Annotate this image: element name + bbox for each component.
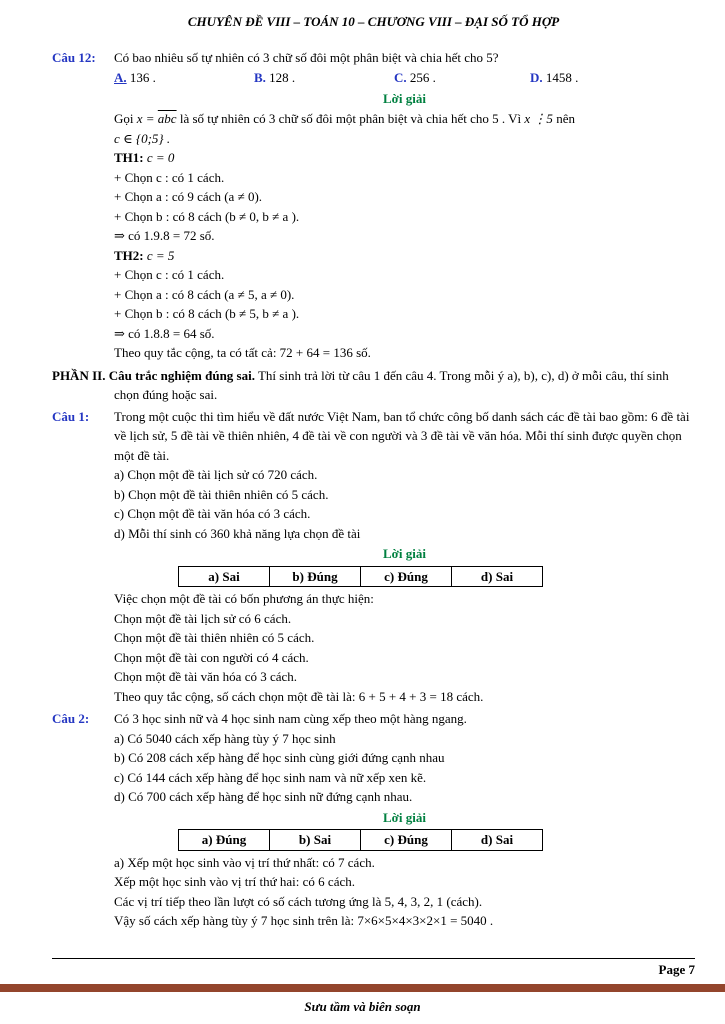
question-2-solution-line-4: Vậy số cách xếp hàng tùy ý 7 học sinh trên là: 7×6×5×4×3×2×1 = 5040 . (114, 913, 494, 928)
question-12-body (114, 48, 695, 363)
option-b-value: 128 . (269, 70, 296, 85)
question-2-body (114, 709, 695, 931)
q12-intro-mid: là số tự nhiên có 3 chữ số đôi một phân biệt và chia hết cho 5 . Vì (179, 111, 522, 126)
option-d (530, 68, 695, 88)
question-2-answer-d: d) Sai (452, 830, 543, 851)
q12-th1-result-line: ⇒ có 1.9.8 = 72 số. (114, 228, 215, 243)
loi-giai-heading-q2: Lời giải (383, 809, 426, 825)
question-2-answer-table (178, 829, 543, 851)
question-1-answer-d: d) Sai (452, 566, 543, 587)
q12-th1-line-3: + Chọn b : có 8 cách (b ≠ 0, b ≠ a ). (114, 208, 300, 224)
question-1-statement-a: a) Chọn một đề tài lịch sử có 720 cách. (114, 467, 318, 482)
option-b (254, 68, 394, 88)
q12-th2-line-2: + Chọn a : có 8 cách (a ≠ 5, a ≠ 0). (114, 286, 295, 302)
question-2-solution-line-2: Xếp một học sinh vào vị trí thứ hai: có 6 cách. (114, 874, 355, 889)
option-d-letter: D. (530, 70, 543, 85)
q12-th1-label: TH1: (114, 150, 144, 165)
document-header (52, 12, 695, 32)
q12-th1-value: c = 0 (146, 150, 175, 165)
q12-th2-value: c = 5 (146, 247, 175, 263)
question-1-solution-line-3: Chọn một đề tài thiên nhiên có 5 cách. (114, 630, 315, 645)
q12-intro-pre: Gọi (114, 111, 134, 126)
q12-intro-post: nên (556, 111, 575, 126)
question-2-answer-row (179, 830, 543, 851)
question-1-solution-line-4: Chọn một đề tài con người có 4 cách. (114, 649, 309, 665)
q12-th2-heading (114, 246, 695, 266)
question-2-answer-b: b) Sai (270, 830, 361, 851)
page-number: Page 7 (658, 962, 695, 977)
question-2-statement-b: b) Có 208 cách xếp hàng để học sinh cùng giới đứng cạnh nhau (114, 750, 445, 765)
option-c (394, 68, 530, 88)
question-1-answer-b: b) Đúng (270, 566, 361, 587)
question-2-answer-a: a) Đúng (179, 830, 270, 851)
q12-th2-line-3: + Chọn b : có 8 cách (b ≠ 5, b ≠ a ). (114, 306, 300, 321)
question-2 (52, 709, 695, 931)
page-footer (0, 958, 725, 1016)
question-2-solution-line-1: a) Xếp một học sinh vào vị trí thứ nhất: có 7 cách. (114, 854, 375, 870)
option-a (114, 68, 254, 88)
option-c-letter: C. (394, 70, 407, 85)
q12-th2-label: TH2: (114, 247, 144, 263)
question-1-statement-b: b) Chọn một đề tài thiên nhiên có 5 cách. (114, 486, 329, 502)
footer-rule (52, 958, 695, 980)
question-1-solution-line-1: Việc chọn một đề tài có bốn phương án thực hiện: (114, 591, 374, 606)
question-2-answer-c: c) Đúng (361, 830, 452, 851)
question-12 (52, 48, 695, 363)
question-2-statement-c: c) Có 144 cách xếp hàng để học sinh nam và nữ xếp xen kẽ. (114, 769, 427, 785)
question-1 (52, 407, 695, 707)
question-1-solution-line-6: Theo quy tắc cộng, số cách chọn một đề tài là: 6 + 5 + 4 + 3 = 18 cách. (114, 688, 484, 704)
option-a-letter: A. (114, 70, 127, 85)
q12-conclusion-line: Theo quy tắc cộng, ta có tất cả: 72 + 64 = 136 số. (114, 345, 371, 360)
footer-note: Sưu tầm và biên soạn (304, 998, 421, 1014)
option-d-value: 1458 . (545, 70, 579, 85)
question-2-solution-line-3: Các vị trí tiếp theo lần lượt có số cách tương ứng là 5, 4, 3, 2, 1 (cách). (114, 893, 483, 909)
footer-accent-bar (0, 984, 725, 992)
document-title: CHUYÊN ĐỀ VIII – TOÁN 10 – CHƯƠNG VIII – ĐẠI SỐ TỔ HỢP (187, 14, 560, 29)
question-12-text: Có bao nhiêu số tự nhiên có 3 chữ số đôi một phân biệt và chia hết cho 5? (114, 49, 499, 65)
phan2-heading (52, 366, 695, 405)
q12-th1-line-2: + Chọn a : có 9 cách (a ≠ 0). (114, 189, 263, 204)
question-1-label: Câu 1: (52, 408, 90, 424)
q12-intro-x-divisible-by-5: x ⋮5 (524, 111, 553, 126)
question-2-statement-d: d) Có 700 cách xếp hàng để học sinh nữ đứng cạnh nhau. (114, 789, 413, 804)
question-1-text: Trong một cuộc thi tìm hiểu về đất nước Việt Nam, ban tổ chức công bố danh sách các đề tài bao gồm: 6 đề tài về lịch sử, 5 đề tài về thiên nhiên, 4 đề tài về con người và 3 đề tài về văn hóa. Mỗi thí sinh được quyền chọn một đề tài. (114, 408, 690, 463)
question-1-solution-line-5: Chọn một đề tài văn hóa có 3 cách. (114, 669, 298, 684)
phan2-label: PHẦN II. Câu trắc nghiệm đúng sai. (52, 367, 255, 383)
q12-th1-line-1: + Chọn c : có 1 cách. (114, 169, 225, 185)
question-12-label: Câu 12: (52, 49, 96, 65)
question-12-row (52, 48, 695, 363)
q12-intro-abc-overline: $\overline{abc}$ (157, 111, 177, 126)
phan2-instructions: Thí sinh trả lời từ câu 1 đến câu 4. Trong mỗi ý a), b), c), d) ở mỗi câu, thí sinh chọn đúng hoặc sai. (114, 367, 669, 402)
question-1-answer-table (178, 566, 543, 588)
question-1-solution-line-2: Chọn một đề tài lịch sử có 6 cách. (114, 610, 292, 626)
question-1-statement-d: d) Mỗi thí sinh có 360 khả năng lựa chọn đề tài (114, 525, 361, 541)
q12-th1-heading (114, 148, 695, 168)
option-a-value: 136 . (129, 70, 156, 85)
question-1-body (114, 407, 695, 707)
q12-th2-line-1: + Chọn c : có 1 cách. (114, 267, 225, 282)
question-2-statement-a: a) Có 5040 cách xếp hàng tùy ý 7 học sinh (114, 730, 336, 746)
q12-th2-result-line: ⇒ có 1.8.8 = 64 số. (114, 325, 215, 341)
q12-solution-c-in-set: c ∈ {0;5} . (114, 130, 171, 146)
question-1-answer-c: c) Đúng (361, 566, 452, 587)
q12-solution-intro-line (114, 109, 695, 129)
question-2-row (52, 709, 695, 931)
option-b-letter: B. (254, 70, 266, 85)
question-2-label: Câu 2: (52, 711, 90, 726)
loi-giai-heading-q1: Lời giải (383, 546, 426, 561)
question-12-options (114, 68, 695, 88)
loi-giai-heading-q12: Lời giải (383, 90, 426, 106)
question-1-statement-c: c) Chọn một đề tài văn hóa có 3 cách. (114, 506, 311, 521)
question-1-answer-a: a) Sai (179, 566, 270, 587)
question-1-answer-row (179, 566, 543, 587)
question-2-text: Có 3 học sinh nữ và 4 học sinh nam cùng xếp theo một hàng ngang. (114, 711, 467, 726)
question-1-row (52, 407, 695, 707)
q12-intro-x-eq: x = (136, 111, 155, 126)
option-c-value: 256 . (409, 70, 436, 85)
